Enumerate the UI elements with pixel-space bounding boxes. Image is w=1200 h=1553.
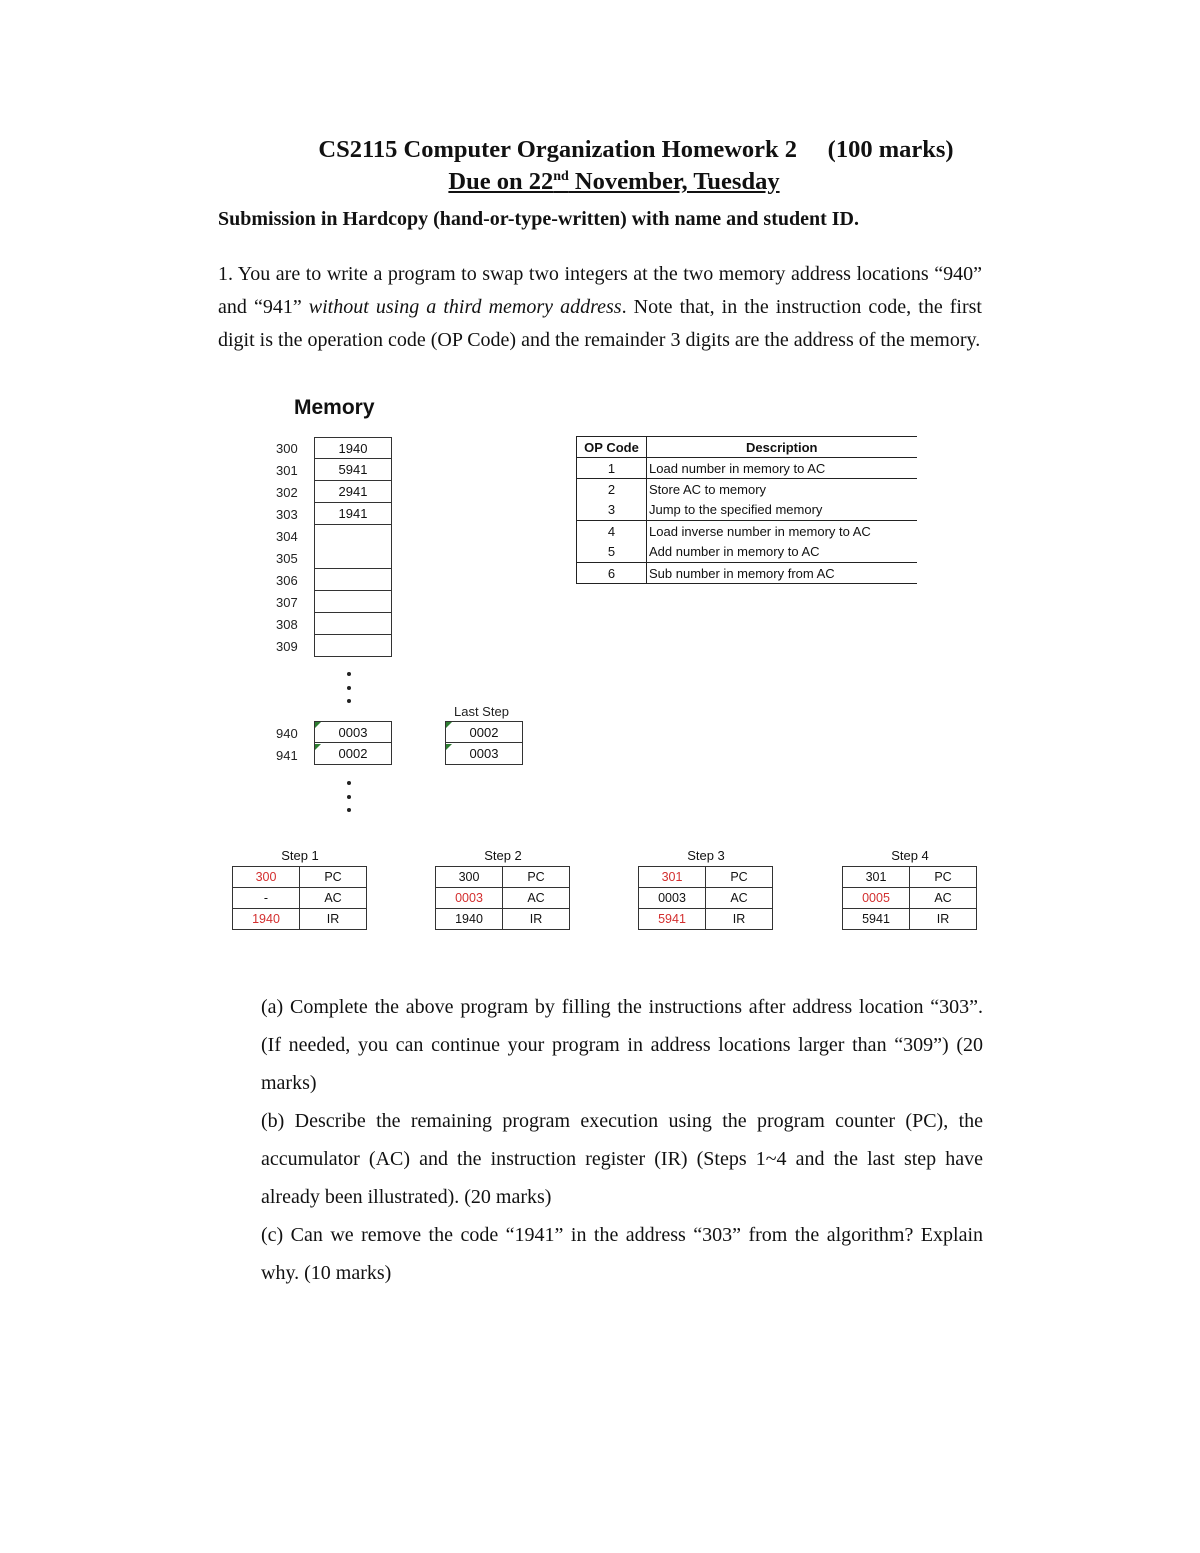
memory-cell	[314, 591, 392, 613]
memory-address: 300	[276, 441, 298, 456]
ir-label: IR	[503, 909, 570, 930]
memory-address: 305	[276, 551, 298, 566]
opcode-row	[577, 479, 917, 500]
pc-label: PC	[706, 867, 773, 888]
memory-address: 301	[276, 463, 298, 478]
last-step-cell: 0002	[445, 721, 523, 743]
memory-address: 309	[276, 639, 298, 654]
memory-cell: 0003	[314, 721, 392, 743]
memory-address: 304	[276, 529, 298, 544]
step-label: Step 4	[891, 848, 929, 863]
pc-label: PC	[503, 867, 570, 888]
ir-label: IR	[706, 909, 773, 930]
step-label: Step 2	[484, 848, 522, 863]
cell-marker-icon	[446, 722, 452, 728]
ir-value: 1940	[436, 909, 503, 930]
part-b: (b) Describe the remaining program execution using the program counter (PC), the accumulator (AC) and the instruction register (IR) (Steps 1~4 and the last step have already been illustrated). (20 marks)	[261, 1110, 983, 1208]
pc-value: 300	[233, 867, 300, 888]
memory-cell	[314, 569, 392, 591]
ir-value: 1940	[233, 909, 300, 930]
memory-cell: 2941	[314, 481, 392, 503]
ellipsis-dot	[347, 672, 351, 676]
part-c: (c) Can we remove the code “1941” in the address “303” from the algorithm? Explain why. (10 marks)	[261, 1224, 983, 1284]
step-table	[842, 866, 977, 930]
question-1-part2: . Note that, in the instruction code, the first digit is the operation code (OP Code) and the remainder 3 digits are the address of the memory.	[218, 296, 982, 351]
step-table	[232, 866, 367, 930]
ac-value: 0003	[436, 888, 503, 909]
opcode-value: 3	[577, 500, 647, 521]
memory-cell	[314, 525, 392, 569]
memory-cell: 1941	[314, 503, 392, 525]
ac-label: AC	[503, 888, 570, 909]
ac-label: AC	[706, 888, 773, 909]
document-title: CS2115 Computer Organization Homework 2 (100 marks)	[318, 136, 954, 163]
due-date	[0, 168, 1200, 196]
opcode-description: Load inverse number in memory to AC	[649, 523, 871, 539]
question-1-text	[218, 258, 982, 357]
opcode-value: 5	[577, 542, 647, 563]
pc-label: PC	[300, 867, 367, 888]
memory-cell: 0002	[314, 743, 392, 765]
part-a: (a) Complete the above program by filling the instructions after address location “303”. (If needed, you can continue your program in address locations larger than “309”) (20 marks)	[261, 996, 983, 1094]
ellipsis-dot	[347, 795, 351, 799]
ellipsis-dot	[347, 808, 351, 812]
opcode-row	[577, 521, 917, 542]
ac-label: AC	[300, 888, 367, 909]
ellipsis-dot	[347, 699, 351, 703]
ellipsis-dot	[347, 686, 351, 690]
memory-cell: 5941	[314, 459, 392, 481]
memory-address: 307	[276, 595, 298, 610]
memory-cell	[314, 635, 392, 657]
ir-label: IR	[910, 909, 977, 930]
memory-title: Memory	[294, 396, 375, 419]
memory-cell	[314, 613, 392, 635]
last-step-label: Last Step	[454, 704, 509, 719]
memory-address: 306	[276, 573, 298, 588]
ac-value: -	[233, 888, 300, 909]
cell-marker-icon	[446, 744, 452, 750]
memory-cell: 1940	[314, 437, 392, 459]
cell-marker-icon	[315, 722, 321, 728]
opcode-row	[577, 542, 917, 563]
description-header: Description	[647, 437, 917, 458]
due-prefix: Due on 22	[448, 168, 554, 195]
ellipsis-dot	[347, 781, 351, 785]
opcode-description: Load number in memory to AC	[647, 458, 917, 479]
memory-address: 303	[276, 507, 298, 522]
ir-value: 5941	[843, 909, 910, 930]
opcode-value: 2	[577, 479, 647, 500]
pc-value: 301	[639, 867, 706, 888]
pc-label: PC	[910, 867, 977, 888]
opcode-header: OP Code	[577, 437, 647, 458]
ir-value: 5941	[639, 909, 706, 930]
opcode-description: Add number in memory to AC	[647, 542, 917, 563]
question-1-emphasis: without using a third memory address	[308, 296, 622, 318]
step-label: Step 3	[687, 848, 725, 863]
opcode-value: 4	[577, 521, 647, 542]
memory-address: 940	[276, 726, 298, 741]
step-table	[638, 866, 773, 930]
pc-value: 301	[843, 867, 910, 888]
opcode-row	[577, 563, 917, 584]
step-table	[435, 866, 570, 930]
opcode-description: Sub number in memory from AC	[647, 563, 917, 584]
opcode-description: Store AC to memory	[649, 481, 767, 497]
opcode-table	[576, 436, 917, 584]
opcode-row	[577, 500, 917, 521]
ac-label: AC	[910, 888, 977, 909]
opcode-description: Jump to the specified memory	[647, 500, 917, 521]
memory-address: 941	[276, 748, 298, 763]
last-step-cell: 0003	[445, 743, 523, 765]
step-label: Step 1	[281, 848, 319, 863]
question-1-part1: 1. You are to write a program to swap two integers at the two memory address locations “940” and “941”	[218, 263, 982, 318]
ir-label: IR	[300, 909, 367, 930]
ac-value: 0005	[843, 888, 910, 909]
opcode-value: 1	[577, 458, 647, 479]
opcode-row	[577, 458, 917, 479]
memory-address: 302	[276, 485, 298, 500]
pc-value: 300	[436, 867, 503, 888]
ac-value: 0003	[639, 888, 706, 909]
due-suffix: November, Tuesday	[568, 168, 780, 195]
memory-address: 308	[276, 617, 298, 632]
opcode-value: 6	[577, 563, 647, 584]
due-superscript: nd	[553, 168, 569, 184]
cell-marker-icon	[315, 744, 321, 750]
submission-note: Submission in Hardcopy (hand-or-type-written) with name and student ID.	[218, 208, 859, 230]
